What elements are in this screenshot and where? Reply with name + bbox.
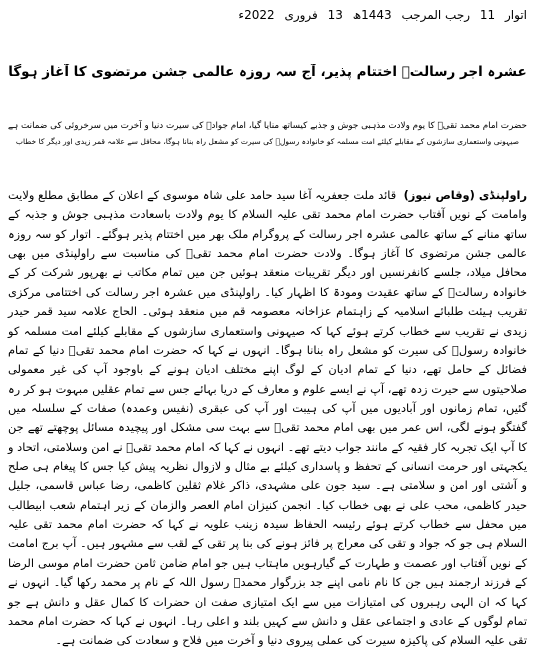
hijri-year: 1443ھ	[352, 8, 392, 22]
gregorian-year: 2022ء	[238, 8, 275, 22]
subheadings	[8, 118, 527, 150]
headline: عشرہ اجر رسالتؐ اختتام پذیر، آج سہ روزہ عالمی جشن مرتضوی کا آغاز ہوگا	[8, 64, 527, 80]
dateline	[8, 8, 527, 22]
hijri-month: رجب المرجب	[401, 8, 471, 22]
weekday: اتوار	[504, 8, 527, 22]
subheading-1: حضرت امام محمد تقیؑ کا یوم ولادت مذہبی جوش و جذبے کیساتھ منایا گیا، امام جوادؑ کی سیرت دنیا و آخرت میں سرخروئی کی ضمانت ہے	[8, 121, 527, 131]
article-text: قائد ملت جعفریہ آغا سید حامد علی شاہ موسوی کے اعلان کے مطابق مطلع ولایت وامامت کے نویں آفتاب حضرت امام محمد تقی علیہ السلام کا یوم ولادت باسعادت مذہبی جوش و جذبہ کے ساتھ منانے کے ساتھ عالمی عشرہ اجر رسالت کے پروگرام ملک بھر میں اختتام پذیر ہوگئے۔ اتوار کو سہ روزہ عالمی جشن مرتضوی کا آغاز ہوگا۔ ولادت حضرت امام محمد تقیؑ کی مناسبت سے راولپنڈی میں بھی محافل میلاد، جلسے کانفرنسیں اور دیگر تقریبات منعقد ہوئیں جن میں تمام مکاتب نے بھرپور شرکت کر کے خانوادہ رسالتؐ کے ساتھ عقیدت ومودۃ کا اظہار کیا۔ راولپنڈی میں عشرہ اجر رسالت کی اختتامی مرکزی تقریب ہیئت طلبائے اسلامیہ کے زاہتمام عزاخانہ معصومہ قم میں منعقد ہوئی۔ الحاج علامہ سید قمر حیدر زیدی نے تقریب سے خطاب کرتے ہوئے کہا کہ صیہونی واستعماری سازشوں کے مقابلے کیلئے امت مسلمہ کو خانوادہ رسولؐ کی سیرت کو مشعل راہ بنانا ہوگا۔ انہوں نے کہا کہ حضرت امام محمد تقیؑ دنیا کے تمام فضائل کے حامل تھے، دنیا کے تمام ادیان کے لوگ اپنے مختلف ادیان ہونے کے باوجود آپ کی غیر معمولی صلاحیتوں سے حیرت زدہ تھے، آپ نے ایسے علوم و معارف کے دریا بہائے جس سے تمام عقلیں مبہوت ہو کر رہ گئیں، تمام زمانوں اور آبادیوں میں آپ کی ہیبت اور آپ کی عبقری (نفیس وعمدہ) صفات کے سلسلہ میں گفتگو ہونے لگی، اس عمر میں بھی امام محمد تقیؑ سے بہت سی مشکل اور پیچیدہ مسائل پوچھتے تھے جن کا آپ ایک تجربہ کار فقیہ کے مانند جواب دیتے تھے۔ انہوں نے کہا کہ امام محمد تقیؑ نے امن وسلامتی، اتحاد و یکجہتی اور حرمت انسانی کے تحفظ و پاسداری کیلئے بے مثال و لازوال نظریہ پیش کیا جس کا پیغام ہی صلح و آشتی اور امن و سلامتی ہے۔ سید جون علی مشہدی، ذاکر غلام ثقلین کاظمی، رضا عباس قاسمی، جلیل حیدر کاظمی، محب علی نے بھی خطاب کیا۔ انجمن کنیزان امام العصر والزمان کے زیر اہتمام شعب ابیطالب میں محفل سے خطاب کرتے ہوئے رئیسہ الحفاظ سیدہ زینب علویہ نے کہا کہ حضرت امام محمد تقی علیہ السلام ہی جو کہ جواد و تقی کی معراج پر فائز ہونے کی بنا پر تقی کے لقب سے مشہور ہیں۔ آپ برج امامت کے نویں آفتاب اور عصمت و طہارت کے گیارہویں ماہتاب ہیں جو امام ضامن ثامن حضرت امام موسی الرضا کے فرزند ارجمند ہیں جن کا نام نامی اپنے جد بزرگوار محمدؐ رسول اللہ کے نام پر محمد رکھا گیا۔ انہوں نے کہا کہ ان الہی رہبروں کی امتیازات میں سے ایک امتیازی صفت ان حضرات کا کمال عقل و دانش ہے جو تمام لوگوں کے عادی و اجتماعی عقل و دانش سے کہیں بلند و اعلی رہا۔ انہوں نے کہا کہ حضرت امام محمد تقی علیہ السلام کی پاکیزہ سیرت کی عملی پیروی دنیا و آخرت میں فلاح و سعادت کی ضمانت ہے۔	[8, 188, 527, 648]
article-body	[8, 186, 527, 651]
subheading-2: صیہونی واستعماری سازشوں کے مقابلے کیلئے امت مسلمہ کو خانوادہ رسولؐ کی سیرت کو مشعل راہ بنانا ہوگا، محافل سے علامہ قمر زیدی اور دیگر کا خطاب	[15, 137, 520, 146]
hijri-day: 11	[479, 8, 496, 22]
gregorian-month: فروری	[284, 8, 318, 22]
gregorian-day: 13	[327, 8, 343, 22]
article-dateline: راولپنڈی (وقاص نیوز)	[403, 188, 528, 202]
article-paragraph	[8, 186, 527, 651]
